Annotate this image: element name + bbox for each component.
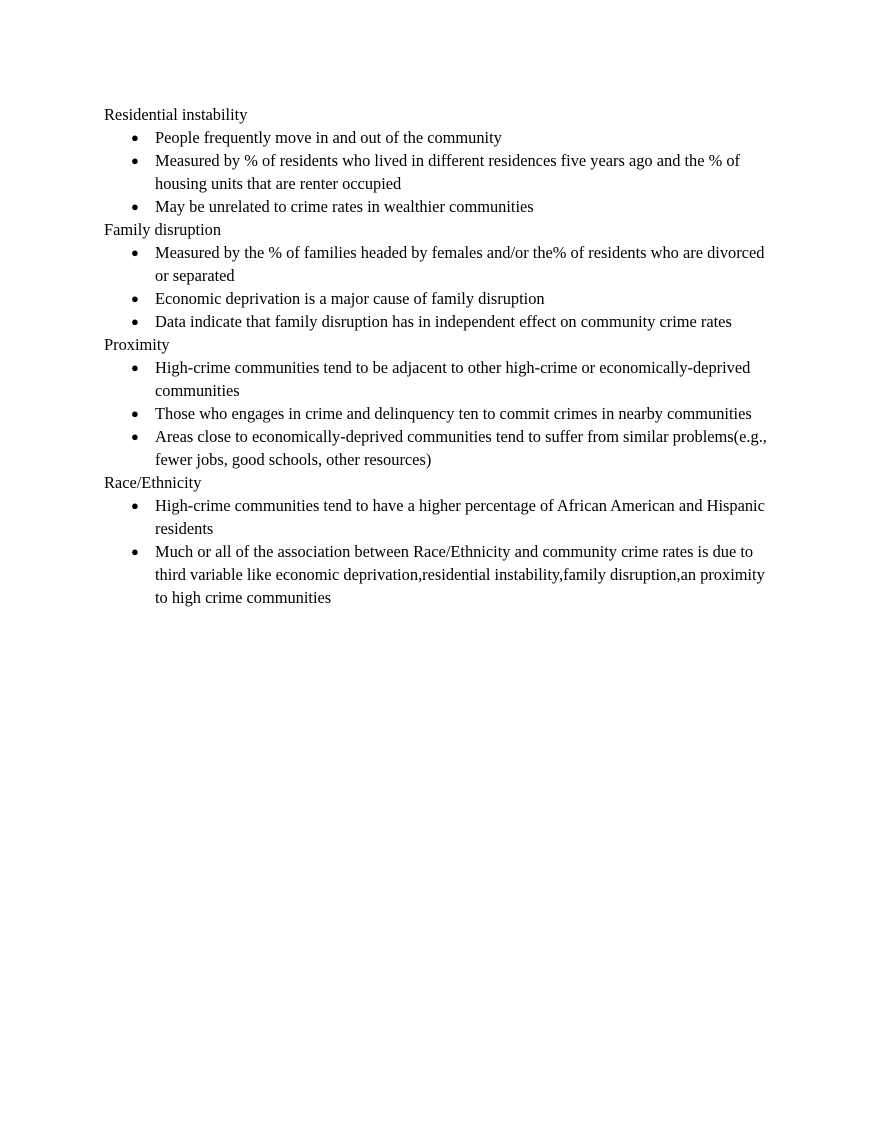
list-item: [104, 402, 775, 425]
document-body: [104, 103, 794, 609]
bullet-icon: ●: [131, 360, 139, 375]
list-item-text: High-crime communities tend to be adjacent to other high-crime or economically-deprived communities: [155, 358, 751, 400]
list-item-text: High-crime communities tend to have a higher percentage of African American and Hispanic residents: [155, 496, 765, 538]
list-item: [104, 126, 775, 149]
list-item: [104, 425, 775, 471]
bullet-icon: ●: [131, 498, 139, 513]
section-heading: Residential instability: [104, 105, 248, 124]
bullet-icon: ●: [131, 291, 139, 306]
bullet-icon: ●: [131, 406, 139, 421]
bullet-list: [104, 494, 794, 609]
list-item-text: Measured by % of residents who lived in different residences five years ago and the % of housing units that are renter occupied: [155, 151, 741, 193]
list-item: [104, 494, 775, 540]
bullet-icon: ●: [131, 429, 139, 444]
bullet-icon: ●: [131, 153, 139, 168]
list-item-text: People frequently move in and out of the community: [155, 128, 502, 147]
list-item-text: Areas close to economically-deprived communities tend to suffer from similar problems(e.g., fewer jobs, good schools, other resources): [155, 427, 767, 469]
section-heading: Proximity: [104, 335, 170, 354]
list-item: [104, 310, 775, 333]
bullet-list: [104, 241, 794, 333]
bullet-icon: ●: [131, 245, 139, 260]
list-item: [104, 241, 775, 287]
list-item: [104, 149, 775, 195]
list-item-text: May be unrelated to crime rates in wealthier communities: [155, 197, 534, 216]
list-item-text: Measured by the % of families headed by females and/or the% of residents who are divorced or separated: [155, 243, 765, 285]
list-item-text: Much or all of the association between Race/Ethnicity and community crime rates is due to third variable like economic deprivation,residential instability,family disruption,an proximity to high crime communities: [155, 542, 765, 607]
bullet-icon: ●: [131, 544, 139, 559]
list-item-text: Data indicate that family disruption has in independent effect on community crime rates: [155, 312, 732, 331]
list-item: [104, 540, 775, 609]
bullet-icon: ●: [131, 314, 139, 329]
list-item: [104, 287, 775, 310]
section-heading: Race/Ethnicity: [104, 473, 202, 492]
section-family-disruption: [104, 218, 794, 333]
list-item: [104, 195, 775, 218]
list-item-text: Economic deprivation is a major cause of family disruption: [155, 289, 545, 308]
section-race-ethnicity: [104, 471, 794, 609]
bullet-icon: ●: [131, 199, 139, 214]
list-item: [104, 356, 775, 402]
list-item-text: Those who engages in crime and delinquency ten to commit crimes in nearby communities: [155, 404, 752, 423]
section-heading: Family disruption: [104, 220, 222, 239]
section-proximity: [104, 333, 794, 471]
bullet-icon: ●: [131, 130, 139, 145]
section-residential-instability: [104, 103, 794, 218]
bullet-list: [104, 126, 794, 218]
bullet-list: [104, 356, 794, 471]
